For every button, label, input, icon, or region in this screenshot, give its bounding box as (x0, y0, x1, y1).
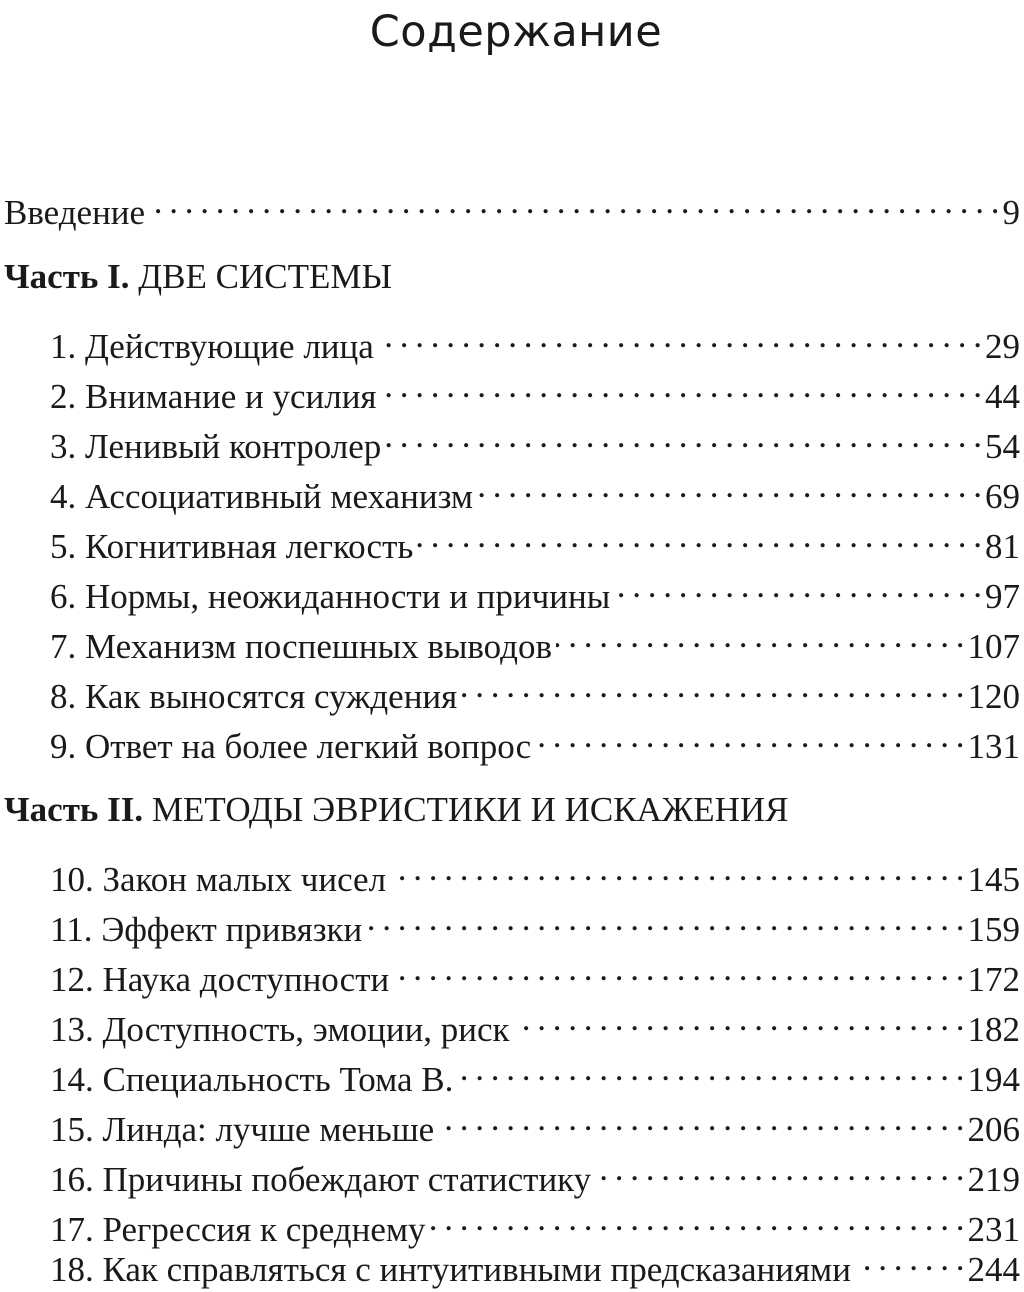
toc-entry-page: 145 (967, 860, 1020, 899)
part-heading-1 (4, 255, 392, 299)
toc-entry-page: 172 (967, 960, 1020, 999)
dot-leader (595, 1147, 963, 1191)
toc-entry-chapter-9[interactable] (50, 714, 1020, 769)
toc-entry-page: 54 (985, 427, 1020, 466)
toc-entry-chapter-18[interactable] (50, 1237, 1020, 1292)
toc-entry-page: 81 (985, 527, 1020, 566)
dot-leader (378, 314, 981, 358)
toc-entry-label: 8. Как выносятся суждения (50, 677, 458, 716)
toc-entry-chapter-16[interactable] (50, 1147, 1020, 1202)
toc-entry-label: 6. Нормы, неожиданности и причины (50, 577, 611, 616)
toc-entry-label: 16. Причины побеждают статистику (50, 1160, 592, 1199)
toc-entry-label: 3. Ленивый контролер (50, 427, 382, 466)
dot-leader (556, 614, 964, 658)
dot-leader (381, 364, 981, 408)
toc-entry-chapter-1[interactable] (50, 314, 1020, 369)
toc-entry-label: Введение (4, 193, 146, 232)
toc-entry-label: 14. Специальность Тома В. (50, 1060, 454, 1099)
dot-leader (457, 1047, 963, 1091)
dot-leader (855, 1237, 964, 1281)
toc-entry-page: 219 (967, 1160, 1020, 1199)
toc-entry-chapter-11[interactable] (50, 897, 1020, 952)
page-title: Содержание (369, 7, 663, 57)
toc-entry-label: 7. Механизм поспешных выводов (50, 627, 552, 666)
part-label: Часть II. (4, 790, 144, 829)
dot-leader (417, 514, 981, 558)
toc-entry-page: 231 (967, 1210, 1020, 1249)
toc-entry-label: 11. Эффект привязки (50, 910, 363, 949)
dot-leader (535, 714, 963, 758)
toc-entry-page: 97 (985, 577, 1020, 616)
toc-entry-page: 120 (967, 677, 1020, 716)
toc-entry-label: 13. Доступность, эмоции, риск (50, 1010, 510, 1049)
toc-entry-label: 10. Закон малых чисел (50, 860, 387, 899)
toc-entry-label: 17. Регрессия к среднему (50, 1210, 426, 1249)
toc-entry-page: 206 (967, 1110, 1020, 1149)
toc-entry-label: 9. Ответ на более легкий вопрос (50, 727, 532, 766)
dot-leader (514, 997, 964, 1041)
dot-leader (366, 897, 963, 941)
part-title: ДВЕ СИСТЕМЫ (138, 257, 393, 296)
dot-leader (477, 464, 981, 508)
dot-leader (461, 664, 963, 708)
dot-leader (390, 847, 963, 891)
toc-entry-page: 159 (967, 910, 1020, 949)
toc-entry-chapter-14[interactable] (50, 1047, 1020, 1102)
toc-entry-label: 18. Как справляться с интуитивными предсказаниями (50, 1250, 851, 1289)
toc-entry-chapter-7[interactable] (50, 614, 1020, 669)
toc-entry-label: 15. Линда: лучше меньше (50, 1110, 435, 1149)
dot-leader (430, 1197, 964, 1241)
dot-leader (149, 180, 998, 224)
toc-entry-page: 29 (985, 327, 1020, 366)
part-title: МЕТОДЫ ЭВРИСТИКИ И ИСКАЖЕНИЯ (151, 790, 789, 829)
toc-entry-label: 1. Действующие лица (50, 327, 374, 366)
toc-entry-page: 131 (967, 727, 1020, 766)
toc-entry-chapter-3[interactable] (50, 414, 1020, 469)
dot-leader (614, 564, 981, 608)
toc-entry-chapter-15[interactable] (50, 1097, 1020, 1152)
toc-entry-label: 12. Наука доступности (50, 960, 390, 999)
part-heading-2 (4, 788, 788, 832)
toc-entry-intro[interactable] (4, 180, 1020, 235)
toc-entry-chapter-5[interactable] (50, 514, 1020, 569)
toc-entry-chapter-12[interactable] (50, 947, 1020, 1002)
toc-entry-page: 244 (967, 1250, 1020, 1289)
toc-entry-page: 44 (985, 377, 1020, 416)
toc-entry-chapter-8[interactable] (50, 664, 1020, 719)
toc-entry-page: 182 (967, 1010, 1020, 1049)
toc-entry-chapter-4[interactable] (50, 464, 1020, 519)
toc-entry-page: 107 (967, 627, 1020, 666)
part-label: Часть I. (4, 257, 130, 296)
toc-entry-label: 2. Внимание и усилия (50, 377, 377, 416)
toc-entry-page: 69 (985, 477, 1020, 516)
toc-entry-chapter-6[interactable] (50, 564, 1020, 619)
toc-entry-chapter-2[interactable] (50, 364, 1020, 419)
dot-leader (385, 414, 981, 458)
toc-entry-chapter-10[interactable] (50, 847, 1020, 902)
dot-leader (393, 947, 963, 991)
toc-entry-label: 4. Ассоциативный механизм (50, 477, 474, 516)
dot-leader (438, 1097, 963, 1141)
toc-entry-page: 194 (967, 1060, 1020, 1099)
toc-entry-label: 5. Когнитивная легкость (50, 527, 414, 566)
toc-entry-page: 9 (1002, 193, 1020, 232)
toc-entry-chapter-13[interactable] (50, 997, 1020, 1052)
